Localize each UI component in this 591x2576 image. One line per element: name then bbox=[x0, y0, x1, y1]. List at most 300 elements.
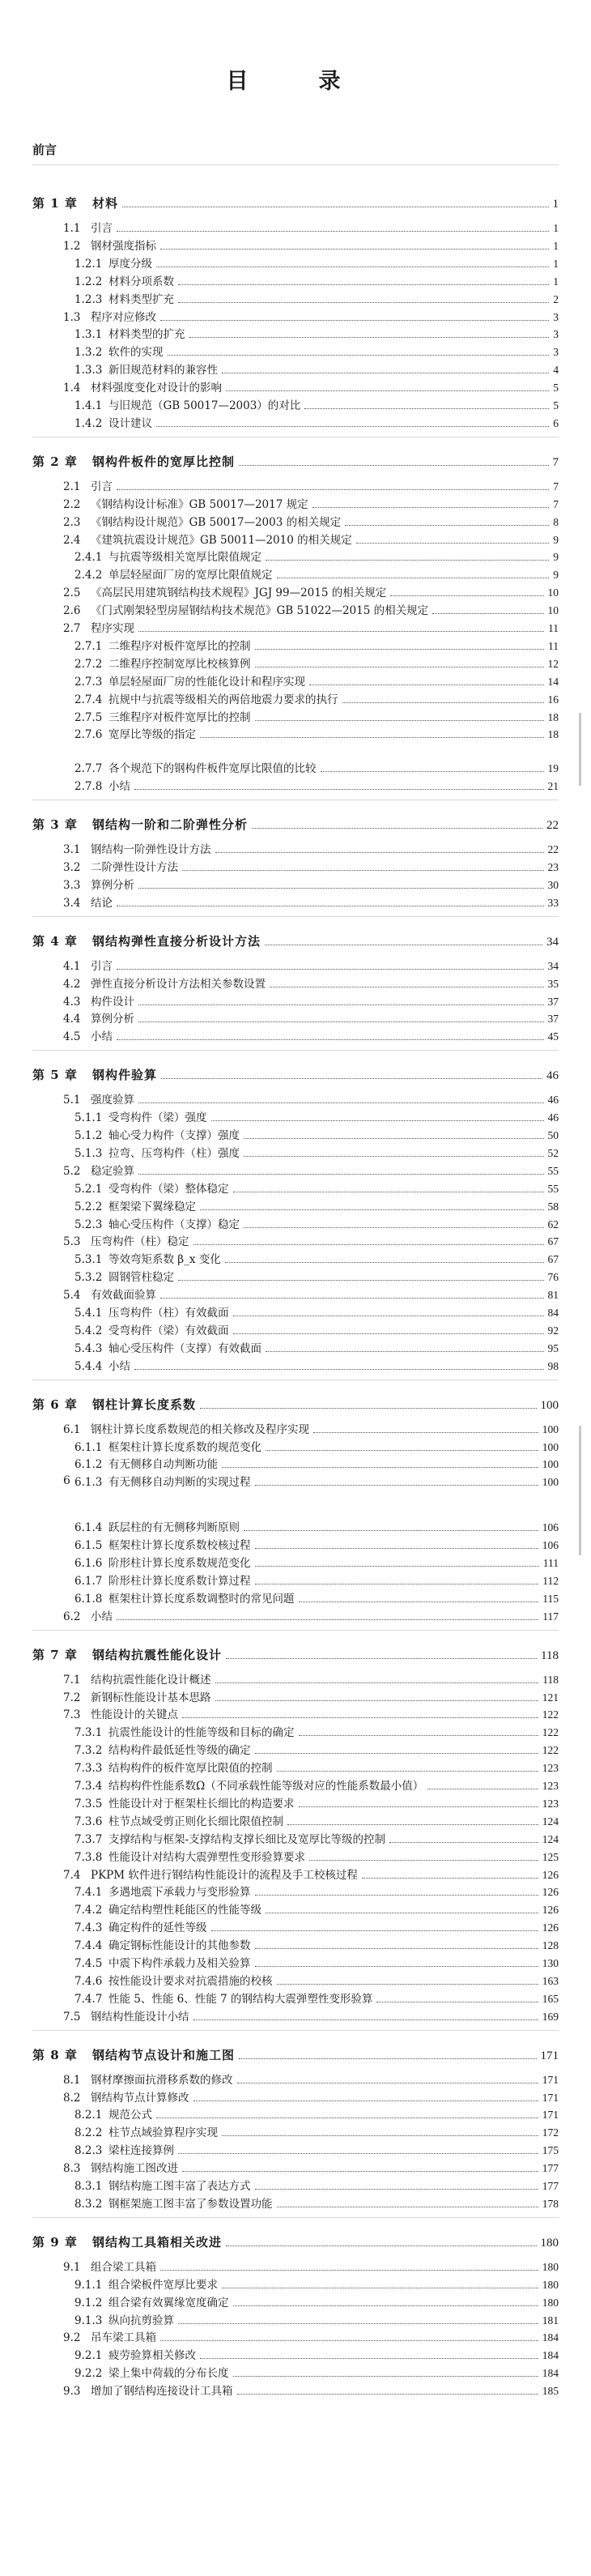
toc-entry-page: 185 bbox=[542, 2385, 559, 2398]
toc-entry-page: 9 bbox=[553, 551, 559, 564]
toc-entry bbox=[74, 2346, 559, 2362]
toc-entry bbox=[74, 2177, 559, 2193]
toc-entry-number: 5.4.2 bbox=[74, 1324, 103, 1337]
toc-entry-page: 8 bbox=[553, 515, 559, 528]
toc-entry-title: 钢结构施工图改进 bbox=[91, 2162, 178, 2176]
leader-dots bbox=[178, 2323, 538, 2324]
leader-dots bbox=[138, 1004, 544, 1005]
leader-dots bbox=[226, 2245, 536, 2246]
toc-entry-title: 《建筑抗震设计规范》GB 50011—2010 的相关规定 bbox=[91, 533, 352, 547]
toc-entry bbox=[74, 1848, 559, 1864]
leader-dots bbox=[255, 1566, 539, 1567]
toc-entry-page: 7 bbox=[552, 455, 559, 469]
toc-entry-title: 新钢标性能设计基本思路 bbox=[91, 1691, 211, 1704]
leader-dots bbox=[233, 2376, 538, 2377]
toc-entry bbox=[63, 2382, 559, 2398]
toc-entry-number: 6.1.6 bbox=[74, 1557, 103, 1570]
toc-entry-page: 100 bbox=[540, 1398, 559, 1412]
toc-entry-number: 3.1 bbox=[63, 843, 81, 857]
toc-entry-title: 确定结构塑性耗能区的性能等级 bbox=[108, 1904, 261, 1917]
toc-entry bbox=[63, 893, 559, 910]
leader-dots bbox=[215, 852, 544, 853]
toc-entry-page: 171 bbox=[542, 2091, 559, 2104]
toc-entry-number: 5.2.3 bbox=[74, 1218, 103, 1231]
toc-entry-number: 6.1.4 bbox=[74, 1521, 103, 1535]
leader-dots bbox=[266, 1351, 544, 1352]
toc-entry bbox=[74, 1455, 559, 1471]
toc-entry bbox=[74, 1108, 559, 1124]
toc-entry-page: 55 bbox=[547, 1182, 559, 1195]
toc-entry-page: 100 bbox=[542, 1476, 559, 1489]
toc-entry-title: 有无侧移自动判断的实现过程 bbox=[108, 1476, 251, 1490]
leader-dots bbox=[222, 2135, 538, 2136]
toc-entry-page: 184 bbox=[542, 2349, 559, 2362]
toc-entry-page: 55 bbox=[547, 1164, 559, 1177]
toc-entry bbox=[63, 1286, 559, 1302]
toc-entry-page: 16 bbox=[547, 693, 559, 706]
toc-entry-title: 框架柱计算长度系数调整时的常见问题 bbox=[108, 1592, 295, 1606]
toc-entry-page: 126 bbox=[542, 1868, 559, 1881]
leader-dots bbox=[138, 631, 544, 632]
toc-entry bbox=[74, 1144, 559, 1160]
toc-entry-title: 确定钢标性能设计的其他参数 bbox=[108, 1939, 251, 1953]
toc-entry-page: 1 bbox=[553, 275, 559, 288]
toc-entry-title: 三维程序对板件宽厚比的控制 bbox=[108, 710, 251, 724]
toc-entry-title: 有无侧移自动判断功能 bbox=[108, 1458, 218, 1472]
toc-entry bbox=[74, 1197, 559, 1213]
toc-chapter-entry bbox=[32, 2046, 559, 2063]
toc-entry-title: 受弯构件（梁）强度 bbox=[108, 1111, 207, 1125]
toc-entry-title: 抗震性能设计的性能等级和目标的确定 bbox=[108, 1726, 295, 1740]
toc-entry-number: 1.4.2 bbox=[74, 416, 103, 430]
toc-entry bbox=[74, 1473, 559, 1489]
toc-entry-number: 6.1.5 bbox=[74, 1539, 103, 1553]
toc-entry-number: 7.3.3 bbox=[74, 1762, 103, 1776]
toc-entry-number: 1.3.3 bbox=[74, 364, 103, 377]
toc-entry bbox=[74, 343, 559, 359]
toc-entry bbox=[63, 477, 559, 493]
toc-entry-page: 171 bbox=[542, 2109, 559, 2122]
toc-entry-page: 3 bbox=[553, 328, 559, 341]
toc-entry-page: 130 bbox=[542, 1957, 559, 1969]
toc-entry-title: 钢构件板件的宽厚比控制 bbox=[92, 454, 236, 469]
toc-entry bbox=[63, 1420, 559, 1436]
toc-entry bbox=[74, 708, 559, 724]
toc-entry-number: 2.7.2 bbox=[74, 657, 103, 671]
toc-entry-page: 5 bbox=[553, 382, 559, 395]
toc-entry-title: 轴心受压构件（支撑）有效截面 bbox=[108, 1341, 261, 1355]
toc-entry-number: 7.5 bbox=[63, 2010, 81, 2024]
toc-entry-number: 2.7 bbox=[63, 622, 81, 635]
leader-dots bbox=[211, 1120, 544, 1121]
leader-dots bbox=[342, 702, 544, 703]
toc-entry-number: 1.3.1 bbox=[74, 328, 103, 342]
toc-entry-title: 钢框架施工图丰富了参数设置功能 bbox=[108, 2197, 273, 2211]
toc-entry-number: 7.4.7 bbox=[74, 1992, 103, 2006]
toc-entry-title: 框架柱计算长度系数的规范变化 bbox=[108, 1440, 261, 1454]
leader-dots bbox=[255, 1548, 538, 1549]
leader-dots bbox=[287, 1824, 538, 1825]
toc-entry-number: 5.3 bbox=[63, 1235, 81, 1249]
leader-dots bbox=[233, 2305, 538, 2306]
divider bbox=[32, 2030, 559, 2031]
leader-dots bbox=[178, 284, 549, 285]
leader-dots bbox=[255, 720, 544, 721]
toc-entry-page: 76 bbox=[547, 1271, 559, 1284]
leader-dots bbox=[239, 465, 548, 466]
divider bbox=[32, 916, 559, 917]
toc-entry-title: 增加了钢结构连接设计工具箱 bbox=[91, 2385, 233, 2399]
toc-entry-page: 33 bbox=[547, 896, 559, 909]
toc-entry bbox=[63, 308, 559, 324]
toc-entry-number: 1.3 bbox=[63, 310, 81, 324]
toc-entry-page: 171 bbox=[542, 2073, 559, 2086]
leader-dots bbox=[255, 1948, 538, 1949]
toc-entry-number: 8.3.2 bbox=[74, 2197, 103, 2211]
toc-entry-title: 结论 bbox=[91, 896, 113, 910]
toc-entry-title: 纵向抗剪验算 bbox=[108, 2314, 174, 2327]
toc-entry-title: 小结 bbox=[91, 1610, 113, 1623]
toc-entry-page: 3 bbox=[553, 310, 559, 323]
toc-entry bbox=[74, 565, 559, 582]
leader-dots bbox=[277, 1771, 538, 1772]
stray-section-number: 6 bbox=[63, 1474, 70, 1487]
toc-entry-number: 6.1.7 bbox=[74, 1574, 103, 1588]
leader-dots bbox=[309, 1860, 538, 1861]
toc-entry-number: 8.3 bbox=[63, 2162, 81, 2176]
leader-dots bbox=[161, 1078, 542, 1079]
toc-entry-number: 7.3.8 bbox=[74, 1850, 103, 1864]
toc-entry bbox=[63, 1670, 559, 1687]
toc-entry-title: 钢结构施工图丰富了表达方式 bbox=[108, 2180, 251, 2193]
toc-entry-title: 弹性直接分析设计方法相关参数设置 bbox=[91, 977, 266, 991]
toc-entry-number: 2.3 bbox=[63, 515, 81, 529]
toc-entry-title: 宽厚比等级的指定 bbox=[108, 728, 196, 742]
toc-entry-number: 2.2 bbox=[63, 497, 81, 511]
toc-entry-title: 按性能设计要求对抗震措施的校核 bbox=[108, 1974, 273, 1988]
toc-entry-title: 钢构件验算 bbox=[92, 1068, 158, 1083]
toc-entry-title: 强度验算 bbox=[91, 1094, 134, 1107]
toc-entry-title: 《钢结构设计标准》GB 50017—2017 规定 bbox=[91, 497, 308, 511]
toc-entry bbox=[63, 495, 559, 511]
toc-title: 目 录 bbox=[226, 69, 365, 94]
divider bbox=[32, 1050, 559, 1051]
toc-entry-title: 压弯构件（柱）有效截面 bbox=[108, 1307, 229, 1320]
leader-dots bbox=[299, 1735, 538, 1736]
toc-entry-number: 1.4 bbox=[63, 382, 81, 395]
toc-entry-number: 7.4.6 bbox=[74, 1974, 103, 1988]
toc-entry-title: 结构构件性能系数Ω（不同承载性能等级对应的性能系数最小值） bbox=[108, 1780, 424, 1793]
toc-entry bbox=[74, 1883, 559, 1899]
toc-entry-page: 3 bbox=[553, 346, 559, 359]
toc-entry-title: 材料分项系数 bbox=[108, 275, 174, 288]
toc-entry-number: 7.3.1 bbox=[74, 1726, 103, 1740]
toc-entry-page: 10 bbox=[547, 604, 559, 617]
toc-entry bbox=[74, 1759, 559, 1775]
toc-entry bbox=[74, 1554, 559, 1570]
toc-entry-title: 《钢结构设计规范》GB 50017—2003 的相关规定 bbox=[91, 515, 342, 529]
toc-entry bbox=[74, 1954, 559, 1970]
leader-dots bbox=[255, 1485, 538, 1486]
toc-entry-number: 9.2.2 bbox=[74, 2367, 103, 2381]
toc-entry-title: 《高层民用建筑钢结构技术规程》JGJ 99—2015 的相关规定 bbox=[91, 586, 387, 600]
toc-entry bbox=[74, 655, 559, 671]
toc-entry-number: 3.4 bbox=[63, 896, 81, 910]
toc-entry-title: 材料 bbox=[92, 196, 119, 211]
toc-entry bbox=[63, 975, 559, 991]
toc-entry bbox=[74, 2194, 559, 2211]
toc-entry bbox=[63, 2328, 559, 2344]
toc-entry-page: 100 bbox=[542, 1422, 559, 1435]
leader-dots bbox=[182, 2171, 538, 2172]
page-edge-shadow bbox=[579, 713, 581, 786]
leader-dots bbox=[160, 2340, 538, 2341]
toc-entry-title: 柱节点域验算程序实现 bbox=[108, 2126, 218, 2140]
toc-entry-page: 123 bbox=[542, 1797, 559, 1810]
leader-dots bbox=[225, 1262, 544, 1263]
leader-dots bbox=[178, 302, 549, 303]
toc-entry-page: 111 bbox=[542, 1557, 559, 1569]
toc-entry-page: 46 bbox=[547, 1094, 559, 1107]
leader-dots bbox=[389, 1842, 538, 1843]
toc-entry-title: 钢柱计算长度系数 bbox=[92, 1397, 197, 1412]
toc-entry-page: 106 bbox=[542, 1539, 559, 1552]
toc-entry-title: 单层轻屋面厂房的宽厚比限值规定 bbox=[108, 569, 273, 582]
toc-entry-number: 6.1.1 bbox=[74, 1440, 103, 1454]
toc-chapter-entry bbox=[32, 2233, 559, 2250]
leader-dots bbox=[277, 1984, 538, 1985]
toc-entry-number: 2.5 bbox=[63, 586, 81, 600]
toc-entry bbox=[74, 1438, 559, 1454]
toc-entry-number: 7.4 bbox=[63, 1868, 81, 1882]
toc-entry-page: 172 bbox=[542, 2126, 559, 2139]
toc-entry-number: 2.4 bbox=[63, 533, 81, 547]
leader-dots bbox=[178, 2153, 538, 2154]
toc-entry-number: 8.2.2 bbox=[74, 2126, 103, 2140]
toc-entry bbox=[74, 1776, 559, 1793]
toc-entry-number: 8.1 bbox=[63, 2073, 81, 2087]
toc-entry-number: 5.4 bbox=[63, 1289, 81, 1303]
toc-entry-number: 第 7 章 bbox=[32, 1647, 78, 1662]
leader-dots bbox=[362, 1878, 538, 1879]
leader-dots bbox=[117, 231, 549, 232]
toc-entry-number: 7.3.6 bbox=[74, 1815, 103, 1828]
toc-entry-number: 2.7.3 bbox=[74, 675, 103, 689]
toc-entry-page: 9 bbox=[553, 533, 559, 546]
toc-chapter-entry bbox=[32, 453, 559, 470]
toc-entry-number: 1.4.1 bbox=[74, 399, 103, 412]
toc-entry-page: 18 bbox=[547, 710, 559, 723]
toc-chapter-entry bbox=[32, 194, 559, 211]
toc-entry-number: 1.2.3 bbox=[74, 292, 103, 306]
toc-entry bbox=[74, 1339, 559, 1355]
toc-entry bbox=[74, 2141, 559, 2157]
leader-dots bbox=[211, 1930, 538, 1931]
toc-entry bbox=[63, 583, 559, 599]
toc-entry bbox=[74, 1589, 559, 1606]
toc-entry-title: 钢柱计算长度系数规范的相关修改及程序实现 bbox=[91, 1422, 309, 1436]
toc-chapter-entry bbox=[32, 1066, 559, 1083]
toc-entry-title: 性能设计对结构大震弹塑性变形验算要求 bbox=[108, 1850, 305, 1864]
toc-entry bbox=[74, 1572, 559, 1588]
leader-dots bbox=[138, 888, 544, 889]
toc-entry bbox=[74, 1357, 559, 1373]
toc-entry bbox=[63, 858, 559, 874]
toc-entry-page: 163 bbox=[542, 1974, 559, 1987]
toc-entry-page: 45 bbox=[547, 1030, 559, 1043]
leader-dots bbox=[255, 1966, 538, 1967]
toc-entry-page: 12 bbox=[547, 657, 559, 670]
leader-dots bbox=[200, 1209, 544, 1210]
toc-entry-page: 52 bbox=[547, 1146, 559, 1159]
toc-entry-page: 177 bbox=[542, 2180, 559, 2192]
toc-entry-title: 钢结构节点计算修改 bbox=[91, 2091, 189, 2105]
toc-entry-page: 62 bbox=[547, 1218, 559, 1230]
toc-entry-page: 22 bbox=[546, 819, 559, 833]
toc-entry-title: 《门式刚架轻型房屋钢结构技术规范》GB 51022—2015 的相关规定 bbox=[91, 604, 429, 618]
toc-entry-number: 1.2.2 bbox=[74, 275, 103, 288]
toc-entry bbox=[74, 1830, 559, 1846]
leader-dots bbox=[252, 828, 542, 829]
leader-dots bbox=[244, 1156, 544, 1157]
toc-entry-page: 23 bbox=[547, 861, 559, 873]
toc-entry-title: 圆钢管柱稳定 bbox=[108, 1271, 174, 1285]
toc-entry-number: 第 9 章 bbox=[32, 2234, 78, 2250]
toc-entry-page: 118 bbox=[542, 1673, 559, 1686]
toc-entry bbox=[74, 1536, 559, 1552]
toc-entry-number: 8.2.1 bbox=[74, 2109, 103, 2122]
toc-entry-page: 123 bbox=[542, 1762, 559, 1775]
leader-dots bbox=[178, 1280, 544, 1281]
toc-entry bbox=[63, 1705, 559, 1721]
toc-entry-page: 181 bbox=[542, 2314, 559, 2327]
toc-entry-number: 9.2.1 bbox=[74, 2349, 103, 2363]
toc-entry-title: 受弯构件（梁）有效截面 bbox=[108, 1324, 229, 1337]
leader-dots bbox=[255, 649, 545, 650]
toc-entry-page: 122 bbox=[542, 1744, 559, 1757]
toc-entry bbox=[74, 254, 559, 271]
toc-entry-number: 5.4.4 bbox=[74, 1359, 103, 1373]
leader-dots bbox=[237, 2394, 538, 2395]
toc-entry-number: 5.2.2 bbox=[74, 1200, 103, 1213]
toc-entry bbox=[74, 637, 559, 653]
toc-entry-page: 2 bbox=[553, 292, 559, 305]
leader-dots bbox=[156, 426, 549, 427]
toc-entry bbox=[63, 513, 559, 529]
toc-entry-number: 5.2 bbox=[63, 1164, 81, 1178]
toc-entry-page: 18 bbox=[547, 728, 559, 741]
toc-entry-page: 118 bbox=[541, 1648, 559, 1662]
leader-dots bbox=[299, 1601, 539, 1602]
toc-entry bbox=[63, 237, 559, 253]
toc-entry-number: 4.1 bbox=[63, 959, 81, 973]
leader-dots bbox=[182, 1717, 538, 1718]
leader-dots bbox=[266, 1450, 538, 1451]
toc-entry-number: 5.1 bbox=[63, 1094, 81, 1107]
toc-entry-number: 6.1 bbox=[63, 1422, 81, 1436]
leader-dots bbox=[321, 771, 544, 772]
toc-entry-number: 8.3.1 bbox=[74, 2180, 103, 2193]
toc-entry bbox=[63, 601, 559, 617]
toc-entry-page: 128 bbox=[542, 1939, 559, 1952]
toc-chapter-entry bbox=[32, 932, 559, 949]
toc-entry-number: 5.1.1 bbox=[74, 1111, 103, 1125]
toc-entry-page: 169 bbox=[542, 2010, 559, 2023]
toc-entry bbox=[63, 1090, 559, 1107]
toc-entry-title: 引言 bbox=[91, 480, 113, 493]
toc-entry-number: 7.4.1 bbox=[74, 1886, 103, 1900]
toc-entry-number: 7.4.4 bbox=[74, 1939, 103, 1953]
toc-entry bbox=[74, 1321, 559, 1337]
toc-entry-number: 6.2 bbox=[63, 1610, 81, 1623]
toc-entry-title: PKPM 软件进行钢结构性能设计的流程及手工校核过程 bbox=[91, 1868, 358, 1882]
toc-entry-number: 5.4.3 bbox=[74, 1341, 103, 1355]
leader-dots bbox=[266, 560, 549, 561]
toc-entry-number: 2.7.5 bbox=[74, 710, 103, 724]
toc-entry bbox=[74, 1812, 559, 1828]
toc-entry-title: 柱节点域受剪正则化长细比限值控制 bbox=[108, 1815, 283, 1828]
toc-entry bbox=[74, 1250, 559, 1266]
leader-dots bbox=[255, 2189, 538, 2190]
toc-entry bbox=[63, 1162, 559, 1178]
toc-entry-page: 81 bbox=[547, 1289, 559, 1302]
toc-entry bbox=[74, 1918, 559, 1934]
toc-entry bbox=[74, 690, 559, 706]
toc-entry bbox=[63, 378, 559, 395]
toc-entry-number: 2.7.4 bbox=[74, 693, 103, 706]
toc-entry bbox=[74, 2275, 559, 2292]
page-edge-shadow bbox=[579, 1426, 581, 1555]
toc-entry-title: 与抗震等级相关宽厚比限值规定 bbox=[108, 551, 261, 565]
toc-entry-number: 7.3.5 bbox=[74, 1797, 103, 1810]
leader-dots bbox=[356, 543, 550, 544]
toc-entry-number: 7.3.7 bbox=[74, 1832, 103, 1846]
toc-entry-title: 受弯构件（梁）整体稳定 bbox=[108, 1182, 229, 1196]
toc-entry-title: 稳定验算 bbox=[91, 1164, 134, 1178]
leader-dots bbox=[138, 1174, 544, 1175]
toc-entry-title: 抗规中与抗震等级相关的两倍地震力要求的执行 bbox=[108, 693, 338, 706]
toc-entry-number: 5.1.2 bbox=[74, 1129, 103, 1142]
toc-entry-number: 6.1.3 bbox=[74, 1476, 103, 1490]
toc-entry bbox=[63, 1607, 559, 1623]
toc-entry-page: 6 bbox=[553, 416, 559, 429]
toc-entry-page: 34 bbox=[546, 935, 559, 949]
toc-entry-number: 9.1.2 bbox=[74, 2296, 103, 2309]
toc-entry-number: 第 6 章 bbox=[32, 1397, 78, 1412]
leader-dots bbox=[226, 390, 549, 391]
toc-entry bbox=[63, 1866, 559, 1882]
toc-entry bbox=[74, 672, 559, 689]
toc-entry-number: 2.4.1 bbox=[74, 551, 103, 565]
toc-entry bbox=[74, 2293, 559, 2309]
toc-entry-title: 钢结构工具箱相关改进 bbox=[92, 2234, 223, 2250]
toc-entry-page: 19 bbox=[547, 762, 559, 775]
leader-dots bbox=[193, 2100, 538, 2101]
toc-entry-title: 性能设计对于框架柱长细比的构造要求 bbox=[108, 1797, 295, 1810]
toc-entry-page: 126 bbox=[542, 1904, 559, 1917]
toc-entry-page: 124 bbox=[542, 1815, 559, 1828]
toc-entry-title: 轴心受压构件（支撑）稳定 bbox=[108, 1218, 240, 1231]
toc-entry-page: 106 bbox=[542, 1521, 559, 1534]
toc-entry-page: 180 bbox=[542, 2296, 559, 2309]
toc-entry-number: 1.3.2 bbox=[74, 346, 103, 360]
toc-entry-number: 8.2 bbox=[63, 2091, 81, 2105]
toc-entry-page: 7 bbox=[553, 497, 559, 510]
toc-entry bbox=[63, 840, 559, 856]
leader-dots bbox=[244, 1138, 544, 1139]
leader-dots bbox=[255, 1753, 538, 1754]
toc-entry-title: 软件的实现 bbox=[108, 346, 164, 360]
